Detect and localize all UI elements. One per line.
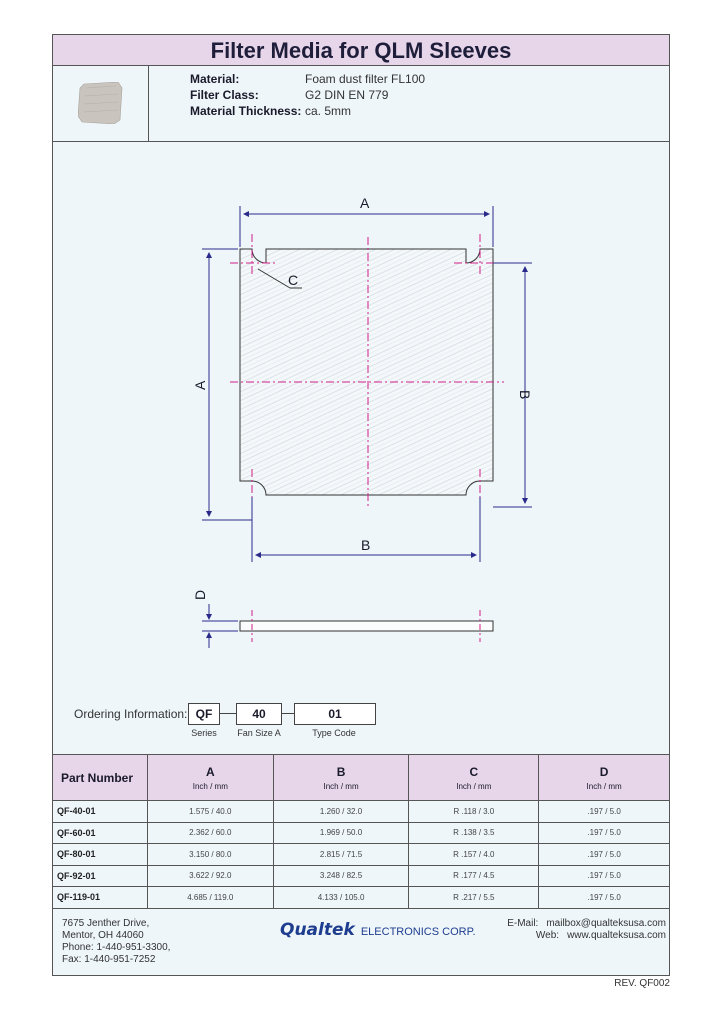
email-label: E-Mail: xyxy=(507,918,539,929)
header-unit: Inch / mm xyxy=(192,781,228,791)
ordering-label: Ordering Information: xyxy=(74,707,188,721)
dimension-d xyxy=(202,604,238,648)
dimension-d-cell: .197 / 5.0 xyxy=(539,822,670,844)
table-row xyxy=(53,887,670,909)
label-b-right: B xyxy=(517,390,533,400)
column-header-a xyxy=(147,755,273,801)
series-caption: Series xyxy=(191,728,217,738)
property-material xyxy=(190,71,425,87)
series-code-box: QF xyxy=(188,703,220,725)
dimension-a-cell: 4.685 / 119.0 xyxy=(147,887,273,909)
company-suffix: ELECTRONICS CORP. xyxy=(360,926,476,938)
dimension-a-cell: 1.575 / 40.0 xyxy=(147,801,273,823)
table-row xyxy=(53,844,670,866)
fan-size-caption: Fan Size A xyxy=(237,728,281,738)
header-label: Part Number xyxy=(61,770,134,785)
dimension-b-cell: 1.969 / 50.0 xyxy=(273,822,409,844)
technical-drawing xyxy=(52,142,670,752)
property-value: Foam dust filter FL100 xyxy=(305,72,426,86)
material-info xyxy=(52,66,670,142)
dimension-d-cell: .197 / 5.0 xyxy=(539,844,670,866)
filter-thumbnail-image xyxy=(78,82,124,124)
header-unit: Inch / mm xyxy=(323,781,359,791)
dimension-c-cell: R .118 / 3.0 xyxy=(409,801,539,823)
type-code-box: 01 xyxy=(294,703,376,725)
header-label: C xyxy=(469,764,479,779)
dimension-c-cell: R .157 / 4.0 xyxy=(409,844,539,866)
dimension-b-cell: 4.133 / 105.0 xyxy=(273,887,409,909)
dimension-c-cell: R .177 / 4.5 xyxy=(409,865,539,887)
header-unit: Inch / mm xyxy=(456,781,492,791)
revision-code: REV. QF002 xyxy=(614,978,670,989)
part-number-cell: QF-92-01 xyxy=(53,865,148,887)
address-line: Mentor, OH 44060 xyxy=(62,930,144,941)
web-link[interactable]: www.qualteksusa.com xyxy=(567,930,666,941)
dimension-a-cell: 3.150 / 80.0 xyxy=(147,844,273,866)
dimension-b-right xyxy=(493,263,532,507)
label-d: D xyxy=(192,589,208,600)
table-header-row xyxy=(53,755,670,801)
column-header-d xyxy=(539,755,670,801)
label-a-top: A xyxy=(360,195,370,211)
column-header-part-number xyxy=(53,755,148,801)
header-label: B xyxy=(336,764,346,779)
phone-line: Phone: 1-440-951-3300, xyxy=(62,942,171,953)
dimension-b-cell: 2.815 / 71.5 xyxy=(273,844,409,866)
column-header-c xyxy=(409,755,539,801)
label-b-bottom: B xyxy=(361,537,371,553)
property-value: ca. 5mm xyxy=(305,104,352,118)
email-link[interactable]: mailbox@qualteksusa.com xyxy=(546,918,666,929)
property-label: Material: xyxy=(190,72,240,86)
property-thickness xyxy=(190,103,425,119)
address-line: 7675 Jenther Drive, xyxy=(62,918,150,929)
contact-info xyxy=(507,918,666,942)
filter-body xyxy=(240,249,493,495)
dimension-drawing xyxy=(52,142,670,752)
dimension-b-cell: 1.260 / 32.0 xyxy=(273,801,409,823)
header-label: A xyxy=(205,764,215,779)
table-row xyxy=(53,801,670,823)
footer xyxy=(52,914,670,976)
dimension-a-top xyxy=(240,206,493,247)
brand-name: Qualtek xyxy=(280,920,355,940)
dimension-d-cell: .197 / 5.0 xyxy=(539,865,670,887)
fax-line: Fax: 1-440-951-7252 xyxy=(62,954,156,965)
company-logo xyxy=(280,920,476,940)
header-label: D xyxy=(599,764,609,779)
email-row xyxy=(507,918,666,930)
label-a-left: A xyxy=(192,380,208,390)
dimension-a-cell: 2.362 / 60.0 xyxy=(147,822,273,844)
table-row xyxy=(53,822,670,844)
properties-list xyxy=(190,71,425,119)
property-filter-class xyxy=(190,87,425,103)
column-header-b xyxy=(273,755,409,801)
dimension-d-cell: .197 / 5.0 xyxy=(539,801,670,823)
thumbnail-cell xyxy=(52,66,149,142)
dimension-c-cell: R .138 / 3.5 xyxy=(409,822,539,844)
dimension-d-cell: .197 / 5.0 xyxy=(539,887,670,909)
connector-line xyxy=(282,713,294,714)
dimension-b-cell: 3.248 / 82.5 xyxy=(273,865,409,887)
dimension-a-cell: 3.622 / 92.0 xyxy=(147,865,273,887)
table-row xyxy=(53,865,670,887)
dimensions-table xyxy=(52,754,670,909)
part-number-cell: QF-40-01 xyxy=(53,801,148,823)
web-row xyxy=(507,930,666,942)
fan-size-code-box: 40 xyxy=(236,703,282,725)
part-number-cell: QF-60-01 xyxy=(53,822,148,844)
part-number-cell: QF-80-01 xyxy=(53,844,148,866)
property-label: Material Thickness: xyxy=(190,104,302,118)
web-label: Web: xyxy=(535,930,560,941)
page-title: Filter Media for QLM Sleeves xyxy=(52,34,670,66)
label-c: C xyxy=(288,272,299,288)
property-label: Filter Class: xyxy=(190,88,259,102)
header-unit: Inch / mm xyxy=(586,781,622,791)
property-value: G2 DIN EN 779 xyxy=(305,88,389,102)
company-address xyxy=(62,918,170,966)
type-code-caption: Type Code xyxy=(312,728,356,738)
side-view-strip xyxy=(240,621,493,631)
dimension-c-cell: R .217 / 5.5 xyxy=(409,887,539,909)
part-number-cell: QF-119-01 xyxy=(53,887,148,909)
connector-line xyxy=(220,713,236,714)
